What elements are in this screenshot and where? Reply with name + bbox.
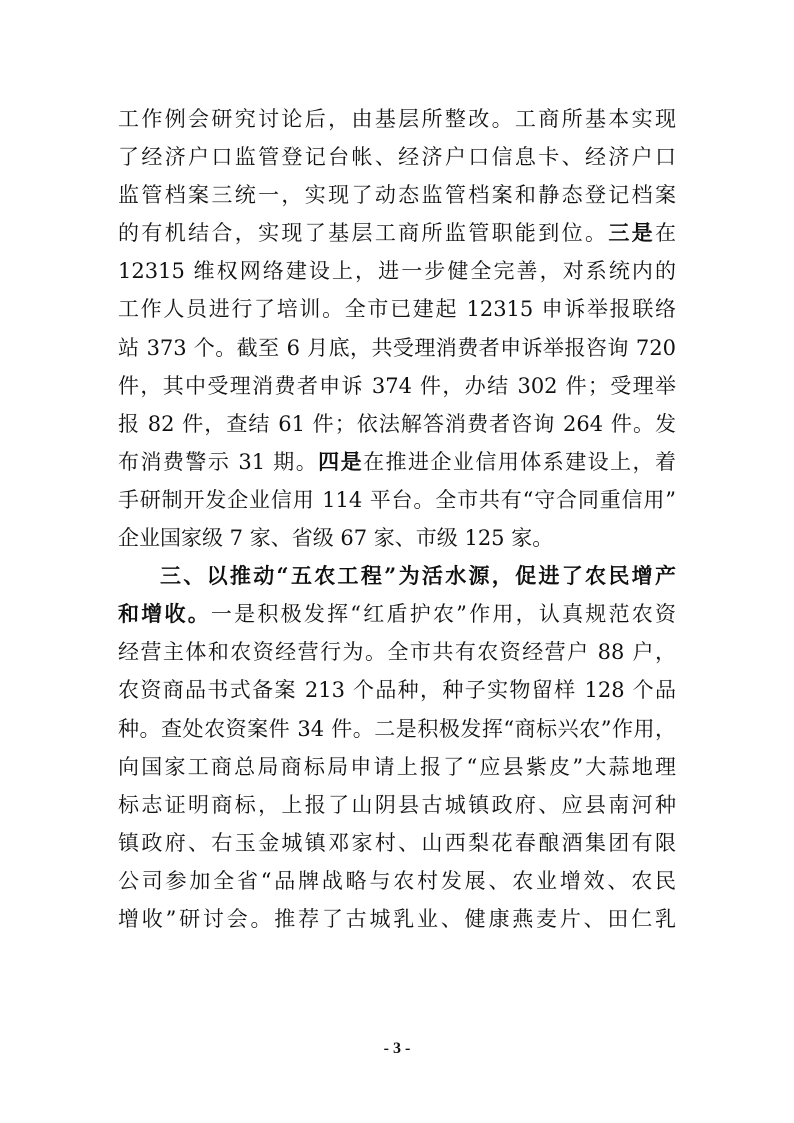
- text-run: 12315 维权网络建设上，进一步健全完善，对系统内的: [118, 259, 676, 284]
- text-run: 报 82 件，查结 61 件；依法解答消费者咨询 264 件。发: [118, 411, 676, 436]
- text-run: 布消费警示 31 期。: [118, 449, 319, 474]
- text-run: 农资商品书式备案 213 个品种，种子实物留样 128 个品: [118, 678, 676, 703]
- text-line: [118, 367, 676, 405]
- text-line: [118, 214, 676, 252]
- text-line: [118, 405, 676, 443]
- text-run: 监管档案三统一，实现了动态监管档案和静态登记档案: [118, 183, 676, 208]
- text-line: [118, 824, 676, 862]
- text-run: 在: [655, 221, 676, 246]
- text-run: 种。查处农资案件 34 件。二是积极发挥“商标兴农”作用，: [118, 716, 676, 741]
- text-line: [118, 481, 676, 519]
- body-text: [118, 100, 676, 938]
- text-line: [118, 900, 676, 938]
- bold-text-run: 和增收。: [118, 601, 211, 627]
- text-run: 的有机结合，实现了基层工商所监管职能到位。: [118, 221, 609, 246]
- text-run: 增收”研讨会。推荐了古城乳业、健康燕麦片、田仁乳: [118, 906, 676, 931]
- text-line: [118, 519, 676, 557]
- bold-text-run: 四是: [318, 448, 364, 474]
- text-run: 手研制开发企业信用 114 平台。全市共有“守合同重信用”: [118, 487, 676, 512]
- text-run: 站 373 个。截至 6 月底，共受理消费者申诉举报咨询 720: [118, 335, 676, 360]
- text-line: [118, 595, 676, 633]
- text-line: [118, 710, 676, 748]
- text-run: 经营主体和农资经营行为。全市共有农资经营户 88 户，: [118, 640, 676, 665]
- text-line: [118, 671, 676, 709]
- page-number: - 3 -: [383, 1040, 411, 1057]
- text-run: 向国家工商总局商标局申请上报了“应县紫皮”大蒜地理: [118, 754, 676, 779]
- text-line: [118, 443, 676, 481]
- text-run: 工作人员进行了培训。全市已建起 12315 申诉举报联络: [118, 297, 676, 322]
- text-line: [118, 290, 676, 328]
- text-run: 了经济户口监管登记台帐、经济户口信息卡、经济户口: [118, 145, 676, 170]
- text-run: 一是积极发挥“红盾护农”作用，认真规范农资: [210, 602, 676, 627]
- text-run: 标志证明商标，上报了山阴县古城镇政府、应县南河种: [118, 792, 676, 817]
- text-run: 件，其中受理消费者申诉 374 件，办结 302 件；受理举: [118, 373, 676, 398]
- text-run: 企业国家级 7 家、省级 67 家、市级 125 家。: [118, 526, 554, 551]
- text-line: [118, 252, 676, 290]
- text-line: [118, 100, 676, 138]
- bold-text-run: 三、以推动“五农工程”为活水源，促进了农民增产: [160, 563, 676, 589]
- text-line: [118, 138, 676, 176]
- text-line: [118, 748, 676, 786]
- text-line: [118, 633, 676, 671]
- text-line: [118, 557, 676, 595]
- text-line: [118, 862, 676, 900]
- text-run: 公司参加全省“品牌战略与农村发展、农业增效、农民: [118, 868, 676, 893]
- text-run: 工作例会研究讨论后，由基层所整改。工商所基本实现: [118, 107, 676, 131]
- text-line: [118, 786, 676, 824]
- text-line: [118, 329, 676, 367]
- text-run: 在推进企业信用体系建设上，着: [363, 449, 676, 474]
- text-line: [118, 176, 676, 214]
- bold-text-run: 三是: [608, 220, 656, 246]
- text-run: 镇政府、右玉金城镇邓家村、山西梨花春酿酒集团有限: [118, 830, 676, 855]
